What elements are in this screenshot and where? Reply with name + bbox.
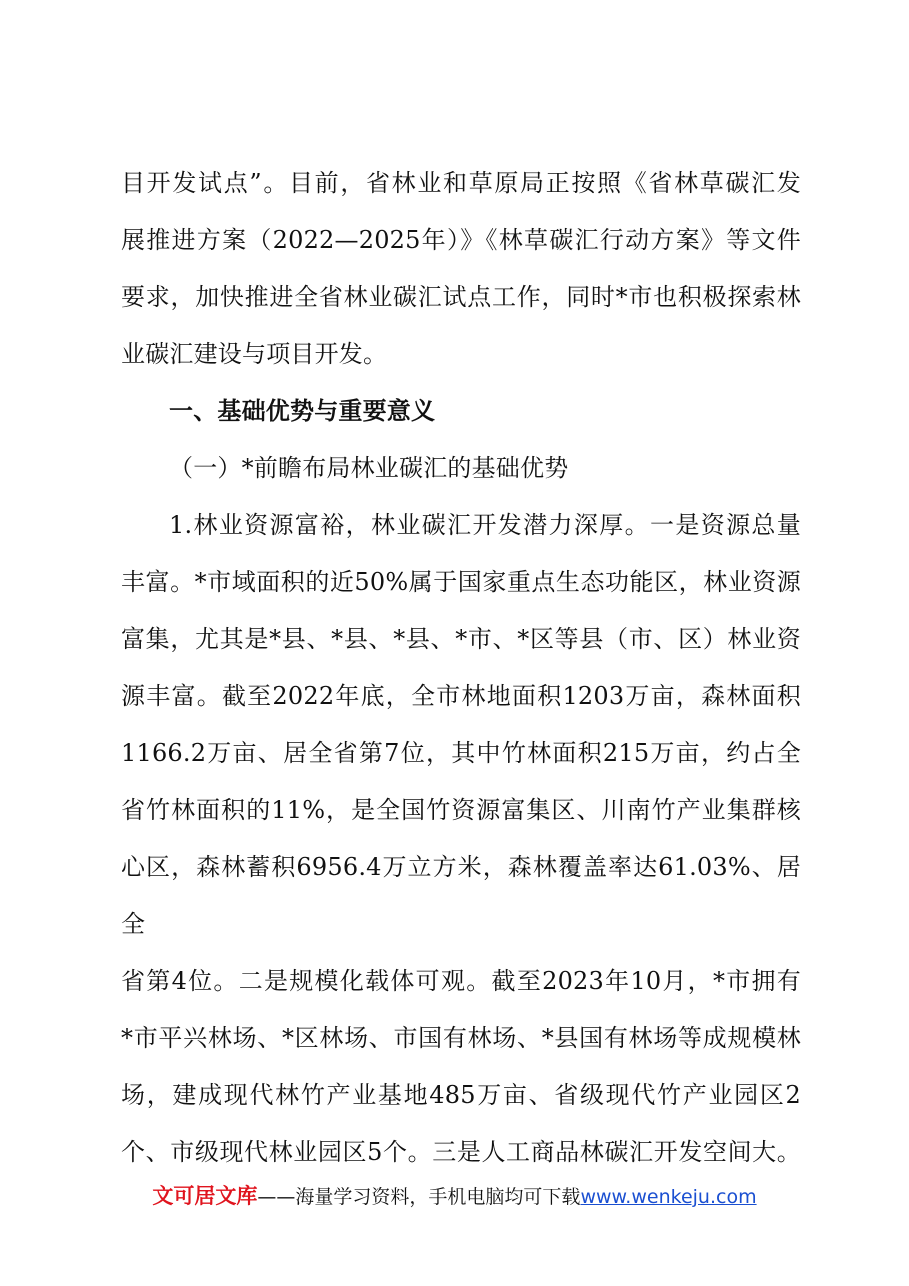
text-line: 目开发试点”。目前，省林业和草原局正按照《省林草碳汇发 — [121, 169, 801, 197]
footer-slogan: ——海量学习资料，手机电脑均可下载 — [257, 1186, 581, 1208]
body-paragraph — [121, 497, 801, 1181]
text-line: 富集，尤其是*县、*县、*县、*市、*区等县（市、区）林业资 — [121, 625, 801, 653]
text-line: 丰富。*市域面积的近50%属于国家重点生态功能区，林业资源 — [121, 568, 801, 596]
website-link[interactable]: www.wenkeju.com — [580, 1186, 757, 1208]
text-line: 1166.2万亩、居全省第7位，其中竹林面积215万亩，约占全 — [121, 739, 801, 767]
text-line: 源丰富。截至2022年底，全市林地面积1203万亩，森林面积 — [121, 682, 801, 710]
text-line: 业碳汇建设与项目开发。 — [121, 340, 388, 368]
text-line: 心区，森林蓄积6956.4万立方米，森林覆盖率达61.03%、居全 — [121, 853, 801, 938]
text-line: 个、市级现代林业园区5个。三是人工商品林碳汇开发空间大。 — [121, 1138, 801, 1166]
text-line: 展推进方案（2022—2025年）》《林草碳汇行动方案》等文件 — [121, 226, 801, 254]
heading-text: （一）*前瞻布局林业碳汇的基础优势 — [169, 454, 569, 482]
intro-paragraph — [121, 155, 801, 383]
section-heading-2 — [121, 440, 801, 497]
text-line: 要求，加快推进全省林业碳汇试点工作，同时*市也积极探索林 — [121, 283, 801, 311]
brand-name: 文可居文库 — [152, 1184, 258, 1208]
text-line: 场，建成现代林竹产业基地485万亩、省级现代竹产业园区2 — [121, 1081, 801, 1109]
footer-banner — [0, 1180, 909, 1210]
heading-text: 一、基础优势与重要意义 — [169, 397, 436, 425]
text-line: 省第4位。二是规模化载体可观。截至2023年10月，*市拥有 — [121, 967, 801, 995]
text-line: 省竹林面积的11%，是全国竹资源富集区、川南竹产业集群核 — [121, 796, 801, 824]
section-heading-1 — [121, 383, 801, 440]
text-line: 1.林业资源富裕，林业碳汇开发潜力深厚。一是资源总量 — [169, 511, 801, 539]
text-line: *市平兴林场、*区林场、市国有林场、*县国有林场等成规模林 — [121, 1024, 801, 1052]
